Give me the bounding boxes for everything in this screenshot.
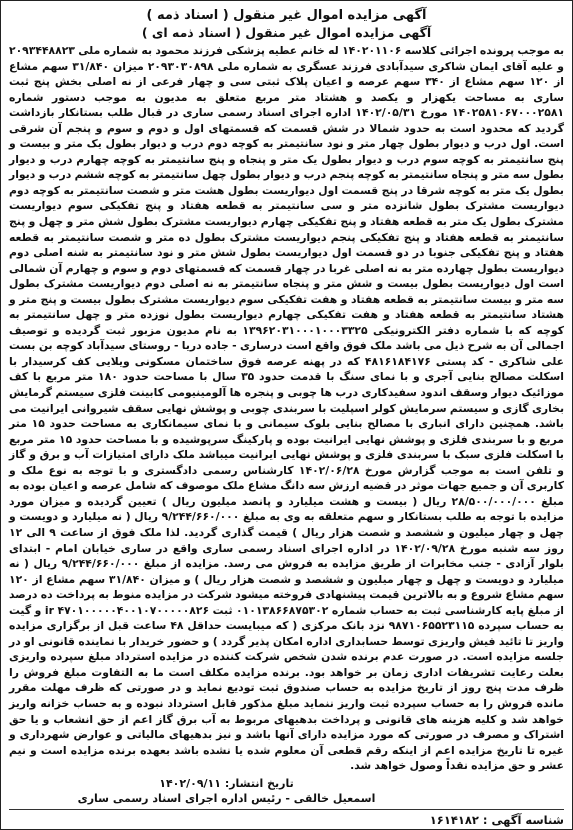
- notice-body: به موجب پرونده اجرائی کلاسه ۱۴۰۲۰۱۱۰۶ له خانم عطیه پزشکی فرزند محمود به شماره ملی ۲۰۹۳۴۴۸۸۲۳ و علیه آقای ایمان شاکری سیدآبادی فرزند عسگری به شماره ملی ۲۰۹۳۰۳۰۸۹۸ میزان ۳۱/۸۴۰ سهم مشاع از ۱۲۰ سهم مشاع از ۳۴۰ سهم عرصه و اعیان پلاک ثبتی سی و چهار فرعی از نه اصلی بخش پنج ثبت ساری به مساحت یکهزار و یکصد و هشتاد متر مربع متعلق به مدیون به موجب دستور شماره ۱۴۰۲۵۸۱۰۶۷۰۰۰۲۵۸۱ مورخ ۱۴۰۲/۰۵/۳۱ اداره اجرای اسناد رسمی ساری در قبال طلب بستانکار بازداشت گردید که محدود است به حدود شمالا در شش قسمت که قسمتهای اول و دوم و سوم و پنجم آن شرقی است. اول درب و دیوار بطول چهار متر و نود سانتیمتر به کوچه دوم درب و دیوار بطول یک متر و بیست و پنج سانتیمتر به کوچه سوم درب و دیوار بطول یک متر و پنجاه و پنج سانتیمتر به کوچه چهارم درب و دیوار بطول سه متر و پنجاه سانتیمتر به کوچه پنجم درب و دیوار بطول چهل سانتیمتر به کوچه ششم درب و دیوار بطول یک متر به کوچه شرقا در پنج قسمت اول دیواریست بطول هشت متر و شصت سانتیمتر به کوچه دوم دیواریست مشترک بطول شانزده متر و سی سانتیمتر به قطعه هفتاد و پنج تفکیکی سوم دیواریست مشترک بطول یک متر به قطعه هفتاد و پنج تفکیکی چهارم دیواریست مشترک بطول شش متر و چهل و پنج سانتیمتر به قطعه هفتاد و پنج تفکیکی پنجم دیواریست مشترک بطول ده متر و شصت سانتیمتر به قطعه هفتاد و پنج تفکیکی جنوبا در دو قسمت اول دیواریست بطول شش متر و نود سانتیمتر به شنه اصلی دوم دیواریست بطول چهارده متر به نه اصلی غربا در چهار قسمت که قسمتهای دوم و سوم و چهارم آن شمالی است اول دیواریست بطول بیست و شش متر و پنجاه سانتیمتر به نه اصلی دوم دیواریست مشترک بطول سه متر و بیست سانتیمتر به قطعه هفتاد و هفت تفکیکی سوم دیواریست مشترک بطول بیست و پنج متر و هشتاد سانتیمتر به قطعه هفتاد و هفت تفکیکی چهارم دیواریست بطول نوزده متر و چهل سانتیمتر به کوچه که با شماره دفتر الکترونیکی ۱۳۹۶۲۰۳۱۰۰۰۱۰۰۰۳۳۲۵ به نام مدیون مزبور ثبت گردیده و توصیف اجمالی آن به شرح ذیل می باشد ملک فوق واقع است درساری - جاده دریا - روستای سیدآباد کوچه بن بست علی شاکری - کد پستی ۴۸۱۶۱۸۴۱۷۶ که در پهنه عرصه فوق ساختمان مسکونی ویلایی کف کرسیدار با اسکلت مصالح بنایی آجری و با نمای سنگ با قدمت حدود ۳۵ سال با مساحت حدود ۱۸۰ متر مربع با کف موزائیک دیوار وسقف اندود سفیدکاری درب ها چوبی و پنجره ها آلومینیومی کابینت فلزی سیستم گرمایش بخاری گازی و سیستم سرمایش کولر اسپلیت با سربندی چوبی و پوشش نهایی سقف شیروانی ایرانیت می باشد. همچنین دارای انباری با مصالح بنایی بلوک سیمانی و با نمای سیمانکاری به مساحت حدود ۱۵ متر مربع و با سربندی فلزی و پوشش نهایی ایرانیت بوده و پارکینگ سرپوشیده و با مساحت حدود ۱۵ متر مربع با اسکلت فلزی سبک با سربندی فلزی و پوشش نهایی ایرانیت میباشد ملک دارای امتیازات آب و برق و گاز و تلفن است به موجب گزارش مورخ ۱۴۰۲/۰۶/۲۸ کارشناس رسمی دادگستری و با توجه به نوع ملک و کاربری آن و جمیع جهات موثر در قضیه ارزش سه دانگ مشاع ملک موصوف که شامل عرصه و اعیان بوده به مبلغ ۲۸/۵۰۰/۰۰۰/۰۰۰ ریال ( بیست و هشت میلیارد و پانصد میلیون ریال ) تعیین گردیده و میزان مورد مزایده با توجه به طلب بستانکار و سهم متعلقه به وی به مبلغ ۹/۲۴۴/۶۶۰/۰۰۰ ریال ( نه میلیارد و دویست و چهل و چهار میلیون و ششصد و شصت هزار ریال ) قیمت گذاری گردید. لذا ملک فوق از ساعت ۹ الی ۱۲ روز سه شنبه مورخ ۱۴۰۲/۰۹/۲۸ در اداره اجرای اسناد رسمی ساری واقع در ساری خیابان امام - ابتدای بلوار آزادی - جنب مخابرات از طریق مزایده به فروش می رسد. مزایده از مبلغ ۹/۲۴۴/۶۶۰/۰۰۰ ریال ( نه میلیارد و دویست و چهل و چهار میلیون و ششصد و شصت هزار ریال ) و میزان ۳۱/۸۴۰ سهم مشاع از ۱۲۰ سهم مشاع شروع و به بالاترین قیمت پیشنهادی فروخته میشود شرکت در مزایده منوط به پرداخت ده درصد از مبلغ پایه کارشناسی ثبت به حساب شماره ۰۱۰۱۳۸۶۶۸۷۵۳۰۲ ثبت ir ۴۷۰۱۰۰۰۰۰۴۰۰۱۰۷۰۰۰۰۰۸۲۶ و گیت به حساب سپرده ۹۸۷۱۰۶۵۵۲۳۱۱۵ نزد بانک مرکزی ( که میبایست حداقل ۴۸ ساعت قبل از برگزاری مزایده واریز تا تائید فیش واریزی توسط حسابداری اداره امکان پذیر گردد ) و حضور خریدار با نماینده قانونی او در جلسه مزایده است. در صورت عدم برنده شدن شخص شرکت کننده در مزایده استرداد مبلغ سپرده واریزی بعلت رعایت تشریفات اداری زمان بر خواهد بود. برنده مزایده مکلف است ما به التفاوت مبلغ فروش را ظرف مدت پنج روز از تاریخ مزایده به حساب صندوق ثبت تودیع نماید و در صورتی که ظرف مهلت مقرر مانده فروش را به حساب سپرده ثبت واریز ننماید مبلغ مذکور قابل استرداد نبوده و به حساب خزانه واریز خواهد شد و کلیه هزینه های قانونی و پرداخت بدهیهای مربوط به آب برق گاز اعم از حق انشعاب و یا حق اشتراک و مصرف در صورتی که مورد مزایده دارای آنها باشد و نیز بدهیهای مالیاتی و عوارض شهرداری و غیره تا تاریخ مزایده اعم از اینکه رقم قطعی آن معلوم شده یا نشده باشد بعهده برنده مزایده است و نیم عشر و حق مزایده نقداً وصول خواهد شد.: [9, 44, 565, 773]
- footer-divider: [9, 809, 564, 810]
- notice-subtitle: آگهی مزایده اموال غیر منقول ( اسناد ذمه ای ): [141, 25, 432, 40]
- signature-line: اسمعیل خالقی - رئیس اداره اجرای اسناد رسمی ساری: [77, 791, 376, 805]
- notice-id: شناسه آگهی : ۱۶۱۴۱۸۲: [429, 812, 564, 827]
- notice-title: آگهی مزایده اموال غیر منقول ( اسناد ذمه ): [146, 8, 427, 23]
- publication-date: تاریخ انتشار: ۱۴۰۲/۰۹/۱۱: [159, 776, 294, 790]
